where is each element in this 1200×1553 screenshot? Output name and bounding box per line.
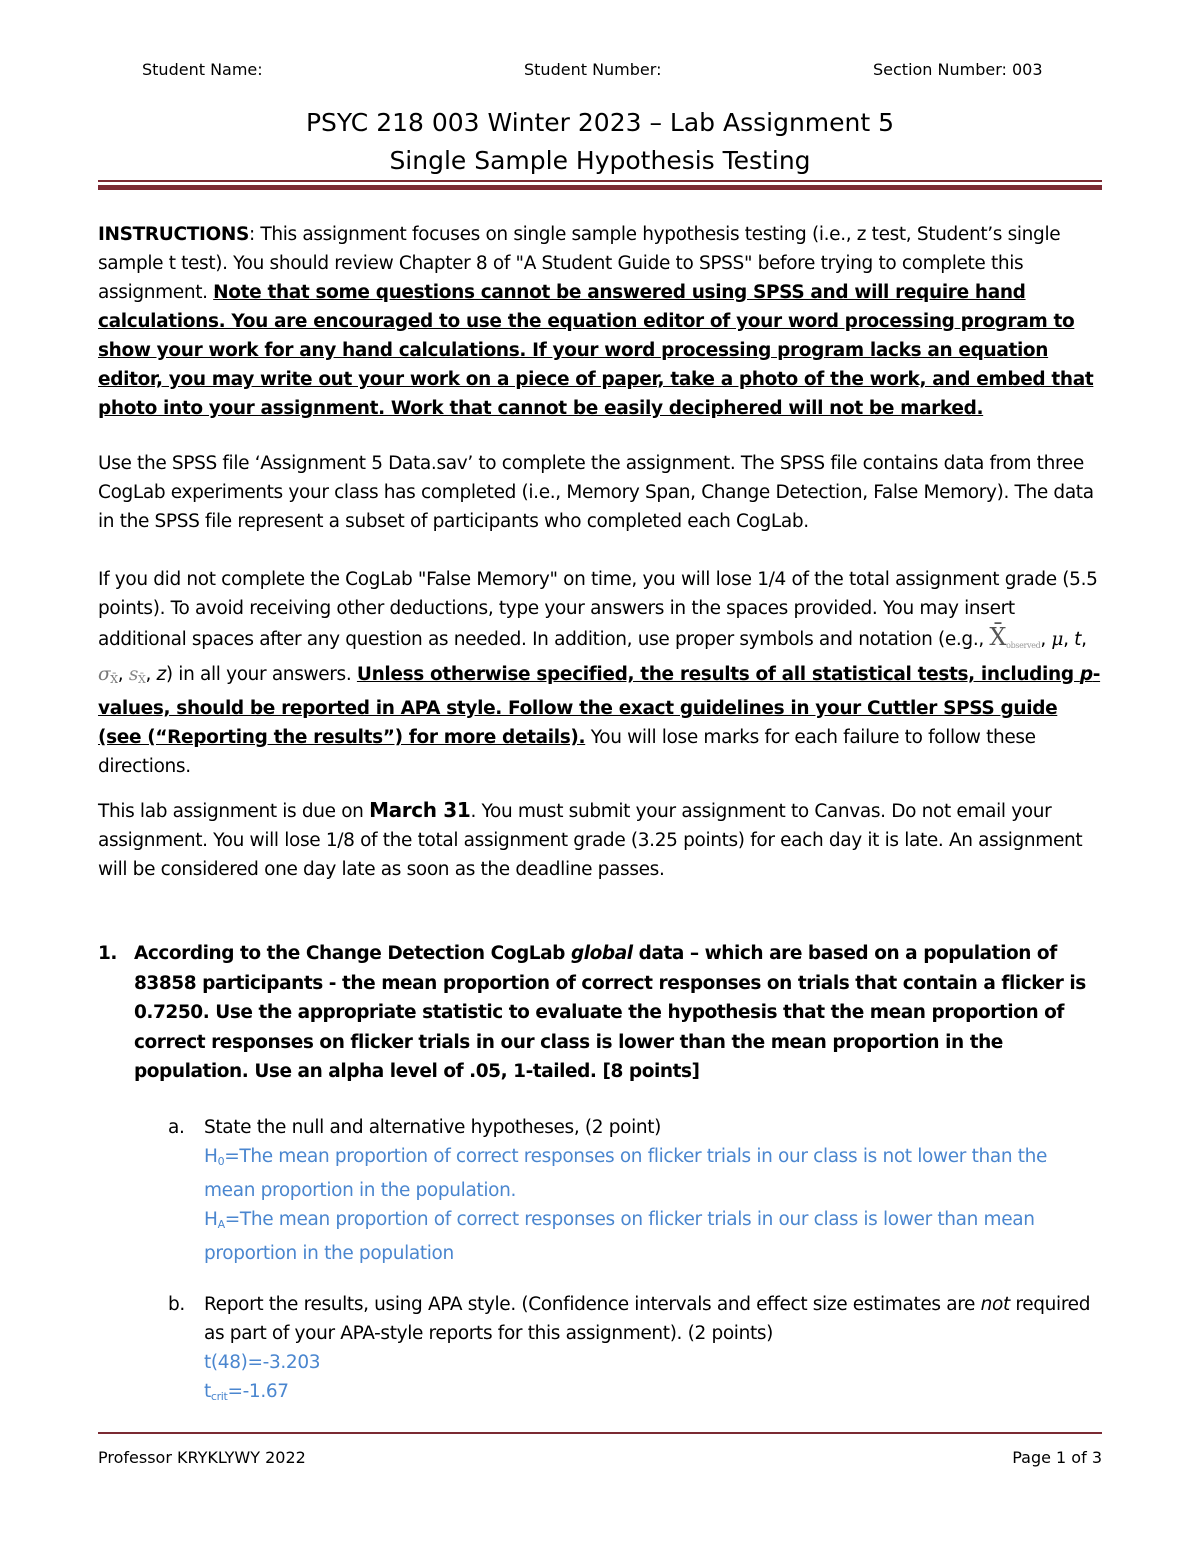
question-1a [168, 1113, 1102, 1268]
question-1b-prompt [204, 1290, 1102, 1348]
question-1a-label: a. [168, 1117, 185, 1138]
question-1-text-a: According to the Change Detection CogLab [134, 943, 571, 964]
student-number-label: Student Number: [524, 60, 662, 79]
rules-emphasis-2: -values, should be reported in APA style. Follow the exact guidelines in your Cuttler SPSS guide (see (“Reporting the results”) for more details). [98, 664, 1101, 748]
h0-text: =The mean proportion of correct responses on flicker trials in our class is not lower than the mean proportion in the population. [204, 1146, 1048, 1201]
question-1a-body [204, 1113, 1102, 1268]
alternative-hypothesis-answer [204, 1205, 1102, 1268]
due-text-2: . You must submit your assignment to Canvas. Do not email your assignment. You will lose 1/8 of the total assignment grade (3.25 points) for each day it is late. An assignment will be considered one day late as soon as the deadline passes. [98, 801, 1083, 880]
h0-symbol: H [204, 1146, 218, 1167]
due-text-1: This lab assignment is due on [98, 801, 370, 822]
s-x-bar-symbol [129, 664, 146, 685]
question-1b-prompt-2: required as part of your APA-style reports for this assignment). (2 points) [204, 1294, 1091, 1344]
question-1b-prompt-1: Report the results, using APA style. (Confidence intervals and effect size estimates are [204, 1294, 981, 1315]
t-result-answer: t(48)=-3.203 [204, 1352, 321, 1373]
question-1-text-b: data – which are based on a population of 83858 participants - the mean proportion of correct responses on trials that contain a flicker is 0.7250. Use the appropriate statistic to evaluate the hypothesis that the mean proportion of correct responses on flicker trials in our class is lower than the mean proportion in the population. Use an alpha level of .05, 1-tailed. [8 points] [134, 943, 1086, 1082]
tcrit-subscript: crit [210, 1390, 228, 1403]
footer-divider [98, 1432, 1102, 1434]
question-1a-prompt: State the null and alternative hypotheses, (2 point) [204, 1117, 662, 1138]
footer-professor: Professor KRYKLYWY 2022 [98, 1448, 306, 1467]
instructions-text: : This assignment focuses on single sample hypothesis testing (i.e., z test, Student’s single sample t test). You should review Chapter 8 of "A Student Guide to SPSS" before trying to complete this assignment. [98, 224, 1061, 303]
x-bar-subscript: observed [1006, 641, 1041, 650]
question-1b [168, 1290, 1102, 1411]
mu-symbol: μ [1051, 629, 1064, 650]
title-divider-thin [98, 180, 1102, 182]
question-1b-body [204, 1290, 1102, 1411]
due-date-paragraph [98, 796, 1102, 884]
student-name-label: Student Name: [142, 60, 263, 79]
instructions-paragraph [98, 220, 1102, 423]
due-date: March 31 [369, 798, 471, 822]
question-1 [98, 939, 1102, 1087]
z-symbol: z [156, 664, 166, 685]
ha-symbol: H [204, 1209, 218, 1230]
h0-subscript: 0 [217, 1155, 225, 1168]
ha-text: =The mean proportion of correct responses on flicker trials in our class is lower than mean proportion in the population [204, 1209, 1035, 1264]
ha-subscript: A [217, 1218, 225, 1231]
sigma-x-bar-symbol [98, 664, 118, 685]
x-bar-glyph: X̄ [989, 623, 1007, 651]
section-number-label: Section Number: 003 [873, 60, 1043, 79]
page-subtitle: Single Sample Hypothesis Testing [389, 146, 811, 175]
title-divider-thick [98, 185, 1102, 190]
instructions-emphasis: Note that some questions cannot be answered using SPSS and will require hand calculations. You are encouraged to use the equation editor of your word processing program to show your work for any hand calculations. If your word processing program lacks an equation editor, you may write out your work on a piece of paper, take a photo of the work, and embed that photo into your assignment. Work that cannot be easily deciphered will not be marked. [98, 282, 1094, 419]
rules-paragraph: If you did not complete the CogLab "False Memory" on time, you will lose 1/4 of the total assignment grade (5.5 points). To avoid receiving other deductions, type your answers in the spaces provided. You may insert additional spaces after any question as needed. In addition, use proper symbols and notation (e.g., $X̄_{observed}$, μ, t, $\sigma_{X̄}$, $s_{X̄}$, z) in all your answers. Unless otherwise specified, the results of all statistical tests, including p-values, should be reported in APA style. Follow the exact guidelines in your Cuttler SPSS guide (see (“Reporting the results”) for more details). You will lose marks for each failure to follow these directions. [98, 569, 1101, 777]
data-file-paragraph: Use the SPSS file ‘Assignment 5 Data.sav’ to complete the assignment. The SPSS file contains data from three CogLab experiments your class has completed (i.e., Memory Span, Change Detection, False Memory). The data in the SPSS file represent a subset of participants who completed each CogLab. [98, 453, 1094, 532]
question-1b-not: not [980, 1294, 1010, 1315]
t-critical-answer [204, 1377, 1102, 1411]
footer-page-number: Page 1 of 3 [1012, 1448, 1102, 1467]
question-1-text [134, 939, 1102, 1087]
question-1-global: global [570, 943, 633, 964]
s-glyph: s [128, 664, 138, 685]
rules-emphasis-1: Unless otherwise specified, the results of all statistical tests, including [356, 664, 1080, 685]
rules-text-2: ) in all your answers. [165, 664, 357, 685]
x-bar-observed-symbol [989, 623, 1041, 651]
tcrit-value: =-1.67 [227, 1381, 289, 1402]
sigma-glyph: σ [98, 664, 111, 685]
rules-text-3: You will lose marks for each failure to follow these directions. [98, 727, 1036, 777]
p-values-italic: p [1079, 664, 1093, 685]
question-1b-label: b. [168, 1294, 185, 1315]
tcrit-symbol: t [204, 1381, 211, 1402]
s-subscript: X̄ [137, 673, 146, 686]
question-1-number: 1. [98, 943, 118, 964]
null-hypothesis-answer [204, 1142, 1102, 1205]
t-symbol: t [1074, 629, 1082, 650]
sigma-subscript: X̄ [110, 673, 118, 686]
rules-text-1: If you did not complete the CogLab "False Memory" on time, you will lose 1/4 of the total assignment grade (5.5 points). To avoid receiving other deductions, type your answers in the spaces provided. You may insert additional spaces after any question as needed. In addition, use proper symbols and notation (e.g., [98, 569, 1098, 650]
instructions-lead: INSTRUCTIONS [98, 224, 249, 245]
page-title: PSYC 218 003 Winter 2023 – Lab Assignment 5 [305, 108, 895, 137]
